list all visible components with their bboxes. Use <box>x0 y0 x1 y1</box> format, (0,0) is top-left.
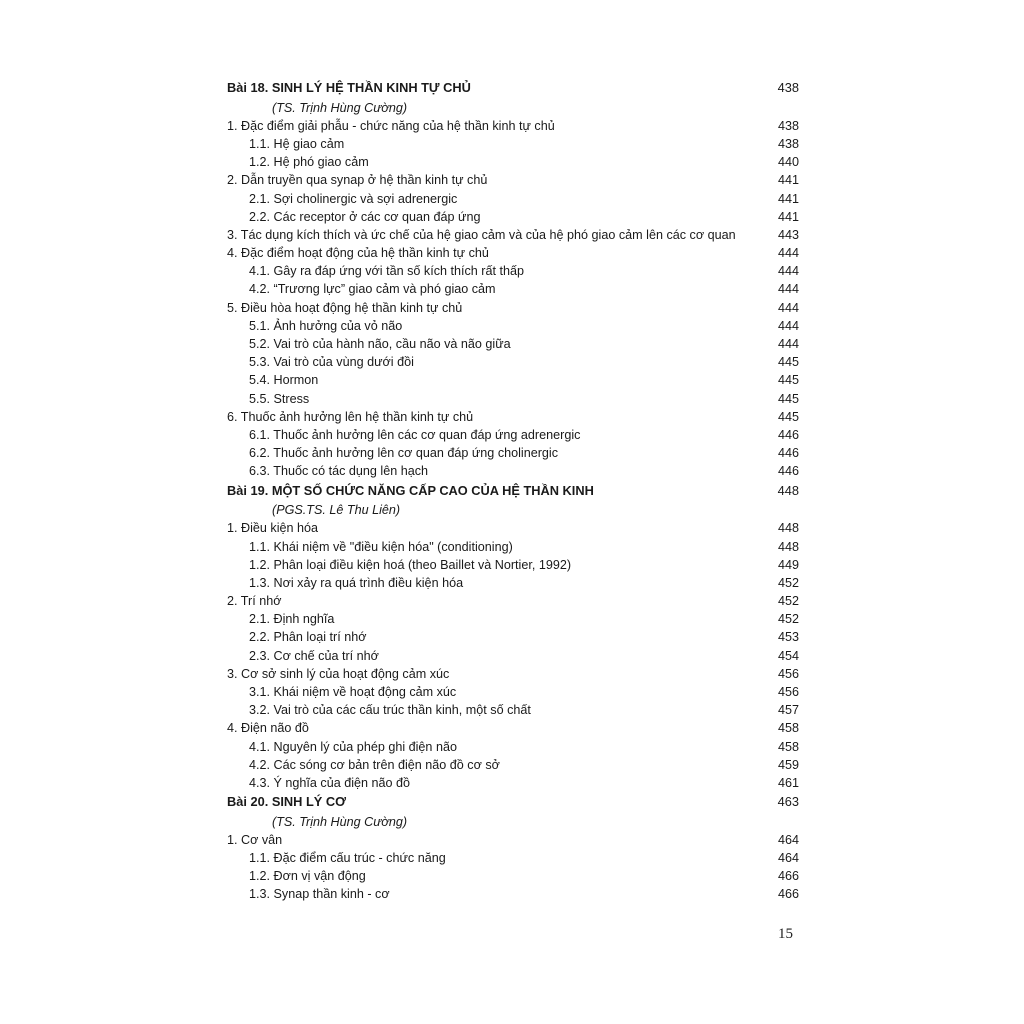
toc-entry <box>227 353 799 371</box>
toc-entry-title: 6.1. Thuốc ảnh hưởng lên các cơ quan đáp ứng adrenergic <box>249 427 581 442</box>
toc-entry <box>227 665 799 683</box>
toc-entry-page: 446 <box>777 427 799 442</box>
toc-entry-title: 3. Cơ sở sinh lý của hoạt động cảm xúc <box>227 666 450 681</box>
toc-entry-title: 1.1. Khái niệm về "điều kiện hóa" (conditioning) <box>249 539 513 554</box>
toc-entry-page: 443 <box>777 227 799 242</box>
toc-entry-page: 444 <box>777 282 799 297</box>
toc-entry-page: 438 <box>777 80 799 95</box>
toc-entry-page: 445 <box>777 373 799 388</box>
toc-entry <box>227 208 799 226</box>
toc-entry-title: 2. Dẫn truyền qua synap ở hệ thần kinh tự chủ <box>227 173 488 188</box>
toc-entry-page: 441 <box>777 173 799 188</box>
toc-entry <box>227 756 799 774</box>
toc-entry-page: 446 <box>777 446 799 461</box>
toc-entry-page: 445 <box>777 355 799 370</box>
toc-entry-page: 445 <box>777 391 799 406</box>
toc-entry <box>227 135 799 153</box>
toc-entry-title: 4.1. Nguyên lý của phép ghi điện não <box>249 739 457 754</box>
toc-entry <box>227 426 799 444</box>
toc-entry <box>227 831 799 849</box>
toc-entry <box>227 647 799 665</box>
toc-entry-title: 4.2. “Trương lực” giao cảm và phó giao cảm <box>249 282 496 297</box>
toc-entry <box>227 867 799 885</box>
toc-entry-page: 444 <box>777 300 799 315</box>
toc-entry-title: 1. Đặc điểm giải phẫu - chức năng của hệ thần kinh tự chủ <box>227 118 555 133</box>
toc-entry-title: 1.1. Hệ giao cảm <box>249 136 345 151</box>
toc-entry-title: 1.2. Đơn vị vận động <box>249 869 366 884</box>
chapter-author <box>227 99 799 117</box>
toc-entry-title: 1.3. Nơi xảy ra quá trình điều kiện hóa <box>249 575 464 590</box>
chapter-heading <box>227 78 799 99</box>
toc-entry-page: 458 <box>777 721 799 736</box>
toc-entry-title: 2.2. Các receptor ở các cơ quan đáp ứng <box>249 209 481 224</box>
toc-entry-title: 4.3. Ý nghĩa của điện não đồ <box>249 775 411 790</box>
toc-entry-page: 454 <box>777 648 799 663</box>
chapter-author <box>227 813 799 831</box>
toc-entry <box>227 390 799 408</box>
toc-entry-page: 448 <box>777 521 799 536</box>
toc-entry-title: Bài 19. MỘT SỐ CHỨC NĂNG CẤP CAO CỦA HỆ THẦN KINH <box>227 482 594 498</box>
toc-entry-page: 466 <box>777 869 799 884</box>
toc-entry-page: 446 <box>777 464 799 479</box>
toc-entry-title: 2.1. Sợi cholinergic và sợi adrenergic <box>249 191 458 206</box>
toc-entry-title: 3.1. Khái niệm về hoạt động cảm xúc <box>249 685 457 699</box>
toc-entry <box>227 774 799 792</box>
toc-entry-page: 464 <box>777 832 799 847</box>
toc-entry <box>227 408 799 426</box>
toc-entry-page: 452 <box>777 594 799 609</box>
toc-entry-page: 440 <box>777 155 799 170</box>
toc-entry-title: 1. Cơ vân <box>227 832 283 847</box>
toc-entry <box>227 683 799 701</box>
toc-entry-title: 6. Thuốc ảnh hưởng lên hệ thần kinh tự chủ <box>227 409 474 424</box>
chapter-heading <box>227 792 799 813</box>
toc-entry-page: 449 <box>777 557 799 572</box>
toc-entry-page: 441 <box>777 209 799 224</box>
toc-entry <box>227 244 799 262</box>
toc-entry-title: 2.2. Phân loại trí nhớ <box>249 630 367 645</box>
toc-entry-page: 448 <box>777 539 799 554</box>
toc-entry-page: 456 <box>777 666 799 681</box>
toc-entry-title: 5.3. Vai trò của vùng dưới đồi <box>249 355 414 370</box>
toc-entry <box>227 462 799 480</box>
toc-entry-title: 5. Điều hòa hoạt động hệ thần kinh tự chủ <box>227 300 463 315</box>
toc-entry <box>227 153 799 171</box>
toc-entry <box>227 574 799 592</box>
toc-entry-title: 4. Điện não đồ <box>227 721 309 736</box>
toc-entry <box>227 592 799 610</box>
toc-entry-page: 444 <box>777 337 799 352</box>
toc-entry <box>227 628 799 646</box>
toc-entry <box>227 117 799 135</box>
toc-entry-page: 458 <box>777 739 799 754</box>
page-number: 15 <box>778 926 793 942</box>
toc-entry <box>227 556 799 574</box>
toc-entry <box>227 885 799 903</box>
toc-entry <box>227 335 799 353</box>
toc-entry <box>227 171 799 189</box>
toc-entry-page: 444 <box>777 246 799 261</box>
table-of-contents <box>227 78 799 904</box>
toc-entry <box>227 226 799 244</box>
toc-entry <box>227 738 799 756</box>
toc-entry <box>227 317 799 335</box>
chapter-author <box>227 501 799 519</box>
toc-entry-title: 2.1. Định nghĩa <box>249 612 335 627</box>
toc-entry-title: (TS. Trịnh Hùng Cường) <box>272 100 408 115</box>
toc-entry <box>227 719 799 737</box>
toc-entry-title: 6.3. Thuốc có tác dụng lên hạch <box>249 464 429 479</box>
toc-entry <box>227 371 799 389</box>
toc-entry-page: 444 <box>777 264 799 279</box>
toc-entry-page: 445 <box>777 409 799 424</box>
toc-entry <box>227 849 799 867</box>
toc-entry-page: 461 <box>777 775 799 790</box>
toc-entry-title: 4.1. Gây ra đáp ứng với tần số kích thích rất thấp <box>249 264 525 279</box>
toc-entry-page: 456 <box>777 685 799 699</box>
toc-entry-title: 5.1. Ảnh hưởng của vỏ não <box>249 318 403 333</box>
toc-entry-page: 457 <box>777 703 799 718</box>
toc-entry-title: Bài 18. SINH LÝ HỆ THẦN KINH TỰ CHỦ <box>227 80 471 95</box>
toc-entry-title: (PGS.TS. Lê Thu Liên) <box>272 503 401 518</box>
toc-entry-page: 441 <box>777 191 799 206</box>
toc-entry-title: 1.3. Synap thần kinh - cơ <box>249 887 390 902</box>
toc-entry-title: 1.2. Hệ phó giao cảm <box>249 155 369 170</box>
toc-entry-title: 6.2. Thuốc ảnh hưởng lên cơ quan đáp ứng cholinergic <box>249 446 559 461</box>
toc-entry-title: 5.2. Vai trò của hành não, cầu não và não giữa <box>249 337 511 352</box>
toc-entry <box>227 519 799 537</box>
toc-entry-page: 453 <box>777 630 799 645</box>
toc-entry-page: 438 <box>777 136 799 151</box>
toc-entry <box>227 444 799 462</box>
toc-entry <box>227 190 799 208</box>
toc-entry-title: 2. Trí nhớ <box>227 594 282 609</box>
toc-entry-page: 459 <box>777 757 799 772</box>
toc-entry <box>227 299 799 317</box>
toc-entry-title: 1. Điều kiện hóa <box>227 521 319 536</box>
toc-entry-title: 4. Đặc điểm hoạt động của hệ thần kinh tự chủ <box>227 246 489 261</box>
toc-entry-page: 444 <box>777 318 799 333</box>
toc-entry <box>227 701 799 719</box>
toc-entry-title: 5.5. Stress <box>249 391 310 406</box>
toc-entry <box>227 280 799 298</box>
toc-entry-title: Bài 20. SINH LÝ CƠ <box>227 794 347 810</box>
toc-entry <box>227 610 799 628</box>
toc-entry <box>227 262 799 280</box>
toc-entry-page: 448 <box>777 482 799 498</box>
toc-entry-title: 1.2. Phân loại điều kiện hoá (theo Baillet và Nortier, 1992) <box>249 557 572 572</box>
chapter-heading <box>227 481 799 502</box>
toc-entry-title: 1.1. Đặc điểm cấu trúc - chức năng <box>249 851 446 866</box>
toc-entry-page: 466 <box>777 887 799 902</box>
toc-entry-title: 3.2. Vai trò của các cấu trúc thần kinh, một số chất <box>249 703 531 718</box>
toc-entry-title: 5.4. Hormon <box>249 373 319 388</box>
toc-entry-page: 438 <box>777 118 799 133</box>
toc-entry-title: (TS. Trịnh Hùng Cường) <box>272 814 408 829</box>
toc-entry-page: 464 <box>777 851 799 866</box>
toc-entry-page: 463 <box>777 794 799 810</box>
toc-entry <box>227 538 799 556</box>
toc-entry-page: 452 <box>777 612 799 627</box>
toc-entry-title: 2.3. Cơ chế của trí nhớ <box>249 648 379 663</box>
toc-entry-page: 452 <box>777 575 799 590</box>
toc-entry-title: 3. Tác dụng kích thích và ức chế của hệ giao cảm và của hệ phó giao cảm lên các cơ quan <box>227 227 736 242</box>
toc-entry-title: 4.2. Các sóng cơ bản trên điện não đồ cơ sở <box>249 757 500 772</box>
